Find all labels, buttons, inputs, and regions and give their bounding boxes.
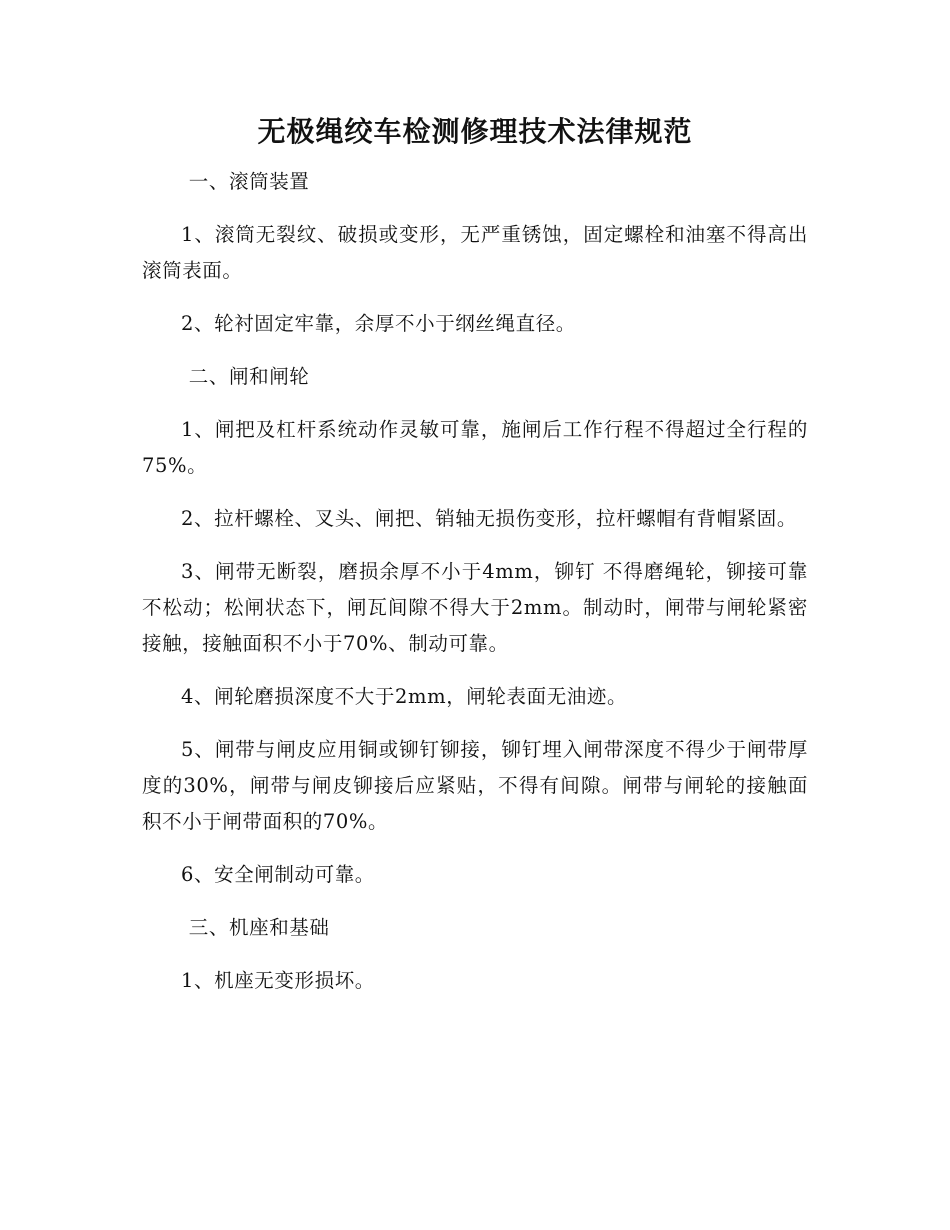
document-title: 无极绳绞车检测修理技术法律规范 bbox=[257, 115, 693, 148]
section-heading-brake: 二、闸和闸轮 bbox=[188, 365, 310, 388]
paragraph: 2、拉杆螺栓、叉头、闸把、销轴无损伤变形，拉杆螺帽有背帽紧固。 bbox=[181, 507, 798, 530]
paragraph: 5、闸带与闸皮应用铜或铆钉铆接，铆钉埋入闸带深度不得少于闸带厚度的30%，闸带与闸皮铆接后应紧贴，不得有间隙。闸带与闸轮的接触面积不小于闸带面积的70%。 bbox=[142, 738, 808, 833]
section-heading-base: 三、机座和基础 bbox=[188, 916, 330, 939]
paragraph: 6、安全闸制动可靠。 bbox=[181, 863, 375, 886]
paragraph: 1、机座无变形损坏。 bbox=[181, 969, 375, 992]
section-heading-drum: 一、滚筒装置 bbox=[188, 170, 310, 193]
paragraph: 3、闸带无断裂，磨损余厚不小于4mm，铆钉 不得磨绳轮，铆接可靠不松动；松闸状态下，闸瓦间隙不得大于2mm。制动时，闸带与闸轮紧密接触，接触面积不小于70%、制动可靠。 bbox=[142, 560, 808, 655]
paragraph: 2、轮衬固定牢靠，余厚不小于纲丝绳直径。 bbox=[181, 312, 576, 335]
paragraph: 1、滚筒无裂纹、破损或变形，无严重锈蚀，固定螺栓和油塞不得高出滚筒表面。 bbox=[142, 223, 808, 282]
paragraph: 1、闸把及杠杆系统动作灵敏可靠，施闸后工作行程不得超过全行程的75%。 bbox=[142, 418, 808, 477]
paragraph: 4、闸轮磨损深度不大于2mm，闸轮表面无油迹。 bbox=[181, 685, 628, 708]
document-body bbox=[142, 164, 808, 1016]
